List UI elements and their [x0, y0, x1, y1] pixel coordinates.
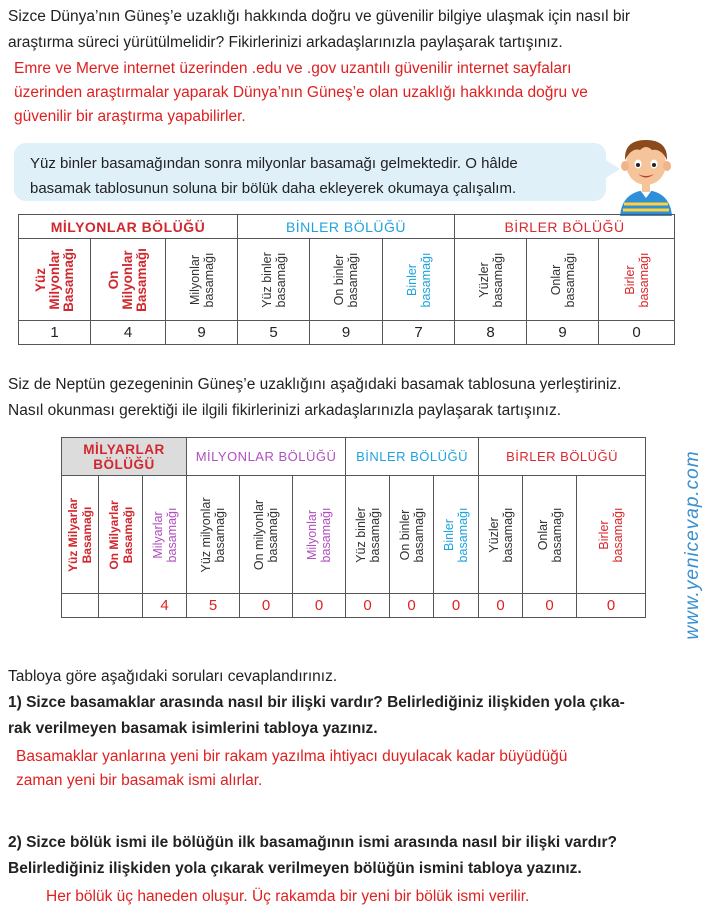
place-yuz-milyonlar-2: Yüz milyonlar basamağı — [187, 476, 240, 594]
watermark: www.yenicevap.com — [682, 450, 703, 640]
digit-cell: 0 — [577, 594, 646, 618]
group-binler: BİNLER BÖLÜĞÜ — [238, 215, 455, 239]
place-on-binler: On binler basamağı — [310, 239, 383, 321]
place-birler-2: Birler basamağı — [577, 476, 646, 594]
question-1: 1) Sizce basamaklar arasında nasıl bir ilişki vardır? Belirlediğiniz ilişkiden yola çıka- rak verilmeyen basamak isimlerini tabloya yazınız. — [8, 694, 625, 737]
group-binler-2: BİNLER BÖLÜĞÜ — [346, 438, 479, 476]
place-onlar: Onlar basamağı — [527, 239, 599, 321]
digit-cell: 5 — [187, 594, 240, 618]
answer-research: Emre ve Merve internet üzerinden .edu ve .gov uzantılı güvenilir internet sayfaları üzerinden araştırmalar yaparak Dünya’nın Güneş’e olan uzaklığı hakkında doğru ve güvenilir bir araştırma yapabilirler. — [14, 60, 588, 125]
place-milyonlar: Milyonlar basamağı — [166, 239, 238, 321]
digit-cell: 9 — [527, 321, 599, 345]
group-birler: BİRLER BÖLÜĞÜ — [455, 215, 675, 239]
digit-cell: 4 — [143, 594, 187, 618]
place-binler: Binler basamağı — [383, 239, 455, 321]
place-yuzler-2: Yüzler basamağı — [479, 476, 523, 594]
place-on-binler-2: On binler basamağı — [390, 476, 434, 594]
questions-intro: Tabloya göre aşağıdaki soruları cevaplandırınız. — [8, 668, 338, 685]
place-yuz-milyarlar: Yüz Milyarlar Basamağı — [62, 476, 99, 594]
place-yuz-binler-2: Yüz binler basamağı — [346, 476, 390, 594]
place-binler-2: Binler basamağı — [434, 476, 479, 594]
digit-cell: 0 — [293, 594, 346, 618]
intro-question: Sizce Dünya’nın Güneş’e uzaklığı hakkında doğru ve güvenilir bilgiye ulaşmak için nasıl bir araştırma süreci yürütülmelidir? Fikirlerinizi arkadaşlarınızla paylaşarak tartışınız. — [8, 8, 631, 51]
group-milyarlar: MİLYARLAR BÖLÜĞÜ — [62, 438, 187, 476]
speech-bubble: Yüz binler basamağından sonra milyonlar basamağı gelmektedir. O hâlde basamak tablosunun soluna bir bölük daha ekleyerek okumaya çalışalım. — [14, 143, 606, 201]
digit-cell: 0 — [240, 594, 293, 618]
place-milyarlar: Milyarlar basamağı — [143, 476, 187, 594]
digit-cell — [99, 594, 143, 618]
group-birler-2: BİRLER BÖLÜĞÜ — [479, 438, 646, 476]
digit-cell: 8 — [455, 321, 527, 345]
boy-illustration-icon — [614, 134, 678, 216]
place-yuz-binler: Yüz binler basamağı — [238, 239, 310, 321]
place-on-milyarlar: On Milyarlar Basamağı — [99, 476, 143, 594]
place-birler: Birler basamağı — [599, 239, 675, 321]
digit-cell — [62, 594, 99, 618]
place-value-table-2 — [61, 437, 646, 618]
answer-1: Basamaklar yanlarına yeni bir rakam yazılma ihtiyacı duyulacak kadar büyüdüğü zaman yeni bir basamak ismi alırlar. — [16, 748, 568, 789]
digit-cell: 0 — [434, 594, 479, 618]
question-2: 2) Sizce bölük ismi ile bölüğün ilk basamağının ismi arasında nasıl bir ilişki vardır? Belirlediğiniz ilişkiden yola çıkarak verilmeyen bölüğün ismini tabloya yazınız. — [8, 834, 617, 877]
neptune-instructions: Siz de Neptün gezegeninin Güneş’e uzaklığını aşağıdaki basamak tablosuna yerleştiriniz. Nasıl okunması gerektiği ile ilgili fikirlerinizi arkadaşlarınızla paylaşarak tartışınız. — [8, 376, 622, 419]
digit-cell: 0 — [523, 594, 577, 618]
place-on-milyonlar-2: On milyonlar basamağı — [240, 476, 293, 594]
digit-cell: 9 — [166, 321, 238, 345]
digit-cell: 0 — [346, 594, 390, 618]
answer-2: Her bölük üç haneden oluşur. Üç rakamda bir yeni bir bölük ismi verilir. — [46, 888, 530, 905]
place-yuz-milyonlar: Yüz Milyonlar Basamağı — [19, 239, 91, 321]
place-value-table-1 — [18, 214, 675, 345]
digit-cell: 7 — [383, 321, 455, 345]
digit-cell: 9 — [310, 321, 383, 345]
digit-cell: 4 — [91, 321, 166, 345]
place-onlar-2: Onlar basamağı — [523, 476, 577, 594]
group-milyonlar-2: MİLYONLAR BÖLÜĞÜ — [187, 438, 346, 476]
digit-cell: 5 — [238, 321, 310, 345]
digit-cell: 0 — [599, 321, 675, 345]
digit-cell: 1 — [19, 321, 91, 345]
group-milyonlar: MİLYONLAR BÖLÜĞÜ — [19, 215, 238, 239]
digit-cell: 0 — [390, 594, 434, 618]
place-yuzler: Yüzler basamağı — [455, 239, 527, 321]
place-on-milyonlar: On Milyonlar Basamağı — [91, 239, 166, 321]
digit-cell: 0 — [479, 594, 523, 618]
place-milyonlar-2: Milyonlar basamağı — [293, 476, 346, 594]
